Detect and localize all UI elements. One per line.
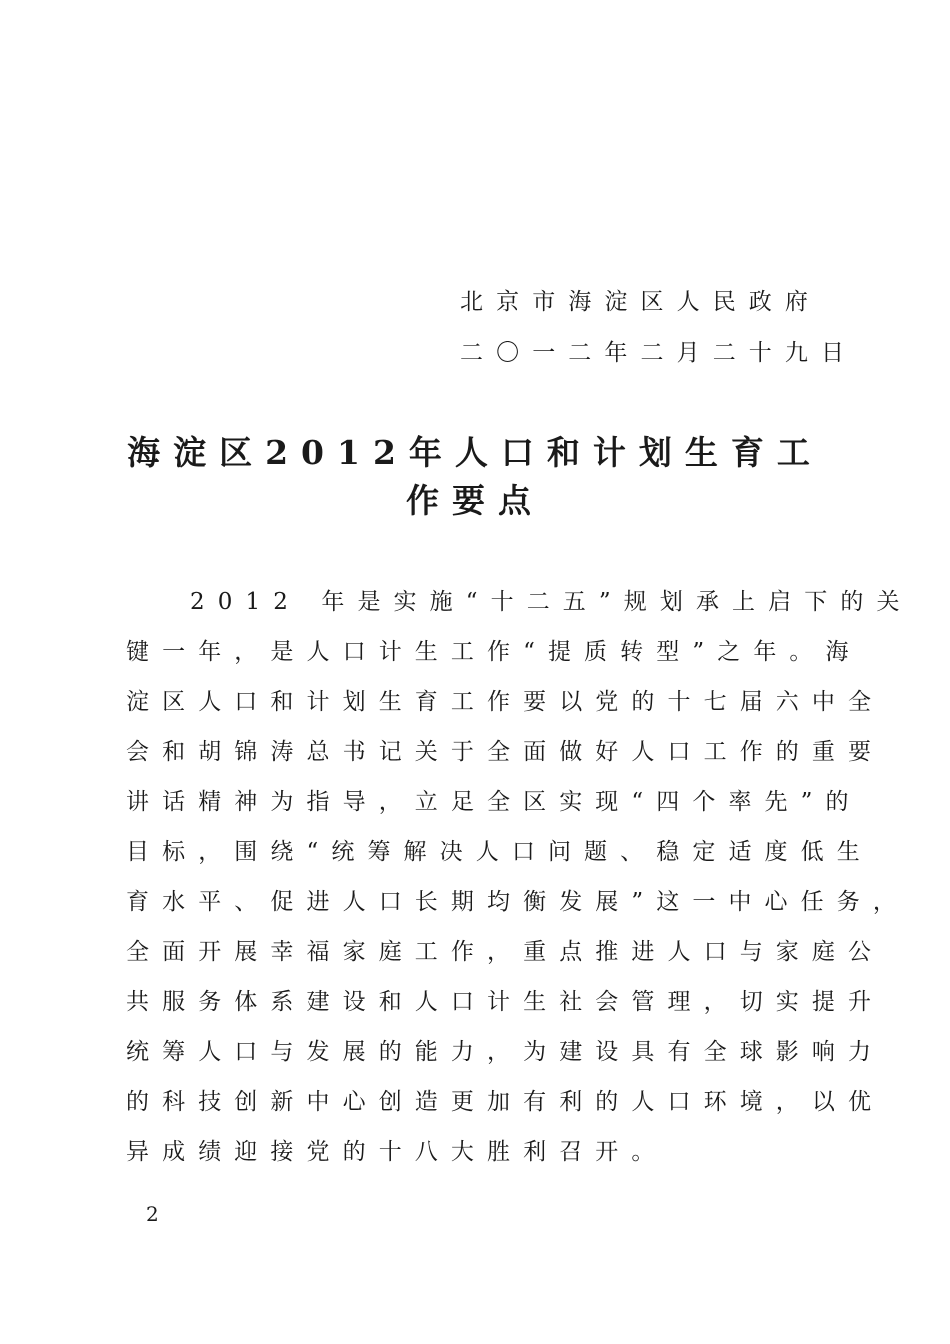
paragraph-line: 淀区人口和计划生育工作要以党的十七届六中全 (126, 689, 885, 715)
paragraph-line: 讲话精神为指导，立足全区实现“四个率先”的 (126, 789, 862, 815)
title-line-1: 海淀区2012年人口和计划生育工 (127, 433, 823, 472)
title-line-2: 作要点 (406, 481, 544, 520)
paragraph-line: 异成绩迎接党的十八大胜利召开。 (126, 1139, 668, 1165)
paragraph-line: 育水平、促进人口长期均衡发展”这一中心任务， (126, 889, 909, 915)
paragraph-line: 目标，围绕“统筹解决人口问题、稳定适度低生 (126, 839, 873, 865)
signature-date: 二〇一二年二月二十九日 (460, 340, 858, 366)
paragraph-line: 的科技创新中心创造更加有利的人口环境，以优 (126, 1089, 885, 1115)
paragraph-line: 2012 年是实施“十二五”规划承上启下的关 (190, 589, 913, 615)
paragraph-line: 键一年，是人口计生工作“提质转型”之年。海 (126, 639, 862, 665)
paragraph-line: 会和胡锦涛总书记关于全面做好人口工作的重要 (126, 739, 885, 765)
paragraph-line: 统筹人口与发展的能力，为建设具有全球影响力 (126, 1039, 885, 1065)
page-number: 2 (146, 1202, 159, 1226)
signature-org: 北京市海淀区人民政府 (460, 289, 821, 315)
paragraph-line: 全面开展幸福家庭工作，重点推进人口与家庭公 (126, 939, 885, 965)
paragraph-line: 共服务体系建设和人口计生社会管理，切实提升 (126, 989, 885, 1015)
